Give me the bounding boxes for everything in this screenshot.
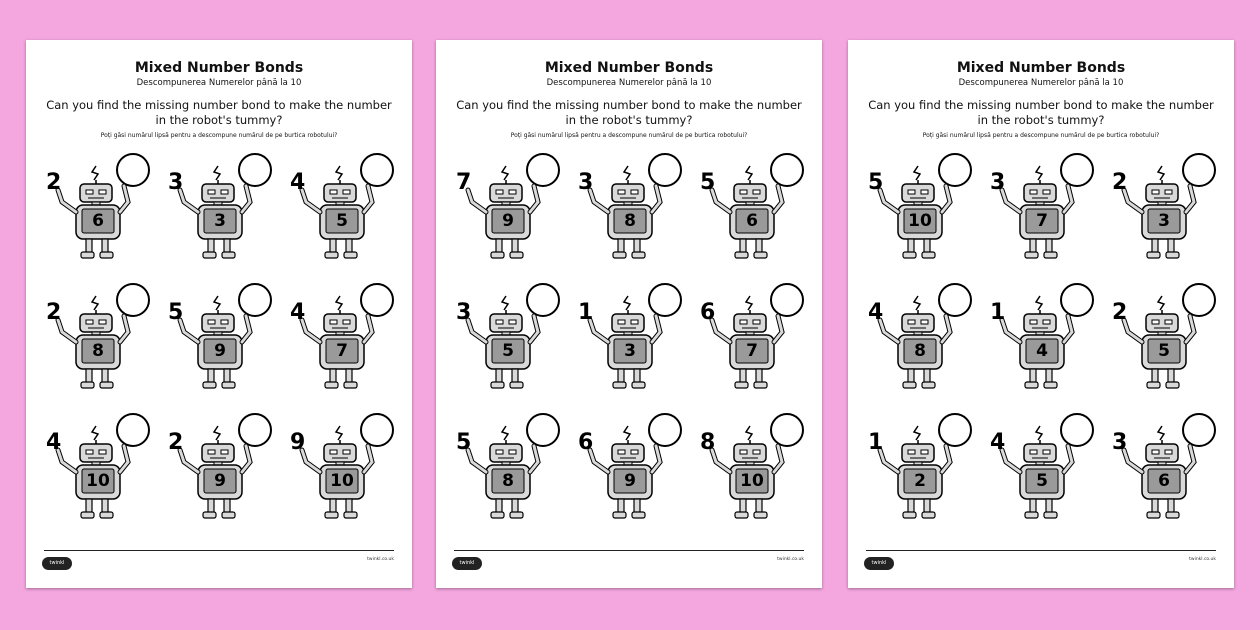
known-number: 5: [168, 300, 184, 325]
known-number: 5: [700, 170, 716, 195]
answer-circle-icon[interactable]: [939, 284, 971, 316]
known-number: 4: [868, 300, 884, 325]
robot-item: [280, 280, 402, 410]
tummy-number: 5: [336, 211, 348, 231]
worksheet-question-ro: Poți găsi numărul lipsă pentru a descompune numărul de pe burtica robotului?: [510, 132, 748, 139]
answer-circle-icon[interactable]: [527, 154, 559, 186]
robot-item: [568, 280, 690, 410]
tummy-number: 9: [624, 471, 636, 491]
tummy-number: 8: [502, 471, 514, 491]
answer-circle-icon[interactable]: [361, 414, 393, 446]
known-number: 4: [290, 170, 306, 195]
known-number: 2: [1112, 170, 1128, 195]
answer-circle-icon[interactable]: [361, 284, 393, 316]
robot-item: [1102, 280, 1224, 410]
answer-circle-icon[interactable]: [649, 414, 681, 446]
robot-item: [568, 410, 690, 540]
answer-circle-icon[interactable]: [1183, 284, 1215, 316]
known-number: 5: [868, 170, 884, 195]
tummy-number: 10: [86, 471, 110, 491]
robot-item: [36, 280, 158, 410]
robot-item: [280, 410, 402, 540]
tummy-number: 3: [624, 341, 636, 361]
robot-grid: [446, 150, 812, 540]
twinkl-logo-icon: twinkl: [42, 557, 72, 570]
worksheet-subtitle: Descompunerea Numerelor până la 10: [136, 78, 302, 88]
robot-item: [568, 150, 690, 280]
robot-item: [858, 280, 980, 410]
known-number: 3: [578, 170, 594, 195]
known-number: 6: [700, 300, 716, 325]
known-number: 2: [46, 170, 62, 195]
twinkl-logo-icon: twinkl: [452, 557, 482, 570]
robot-item: [980, 150, 1102, 280]
robot-item: [858, 410, 980, 540]
answer-circle-icon[interactable]: [117, 154, 149, 186]
twinkl-logo-icon: twinkl: [864, 557, 894, 570]
known-number: 3: [456, 300, 472, 325]
robot-item: [446, 280, 568, 410]
tummy-number: 8: [92, 341, 104, 361]
tummy-number: 5: [502, 341, 514, 361]
known-number: 8: [700, 430, 716, 455]
answer-circle-icon[interactable]: [649, 284, 681, 316]
robot-grid: [858, 150, 1224, 540]
robot-item: [980, 410, 1102, 540]
answer-circle-icon[interactable]: [117, 414, 149, 446]
answer-circle-icon[interactable]: [527, 284, 559, 316]
known-number: 4: [990, 430, 1006, 455]
footer-site: twinkl.co.uk: [367, 557, 394, 562]
known-number: 1: [578, 300, 594, 325]
answer-circle-icon[interactable]: [527, 414, 559, 446]
worksheet-question-ro: Poți găsi numărul lipsă pentru a descompune numărul de pe burtica robotului?: [922, 132, 1160, 139]
worksheet-1: [26, 40, 412, 588]
answer-circle-icon[interactable]: [117, 284, 149, 316]
tummy-number: 7: [1036, 211, 1048, 231]
answer-circle-icon[interactable]: [1061, 414, 1093, 446]
tummy-number: 8: [914, 341, 926, 361]
robot-item: [690, 410, 812, 540]
tummy-number: 2: [914, 471, 926, 491]
answer-circle-icon[interactable]: [939, 154, 971, 186]
robot-item: [690, 150, 812, 280]
tummy-number: 6: [1158, 471, 1170, 491]
answer-circle-icon[interactable]: [1061, 154, 1093, 186]
robot-item: [158, 410, 280, 540]
known-number: 1: [868, 430, 884, 455]
known-number: 3: [990, 170, 1006, 195]
answer-circle-icon[interactable]: [239, 154, 271, 186]
robot-item: [280, 150, 402, 280]
worksheet-title: Mixed Number Bonds: [544, 60, 714, 76]
robot-item: [446, 150, 568, 280]
tummy-number: 6: [746, 211, 758, 231]
tummy-number: 10: [330, 471, 354, 491]
known-number: 9: [290, 430, 306, 455]
robot-item: [1102, 410, 1224, 540]
answer-circle-icon[interactable]: [939, 414, 971, 446]
footer-site: twinkl.co.uk: [1189, 557, 1216, 562]
answer-circle-icon[interactable]: [771, 154, 803, 186]
worksheet-subtitle: Descompunerea Numerelor până la 10: [546, 78, 712, 88]
robot-item: [36, 150, 158, 280]
footer-site: twinkl.co.uk: [777, 557, 804, 562]
tummy-number: 10: [740, 471, 764, 491]
answer-circle-icon[interactable]: [361, 154, 393, 186]
tummy-number: 3: [1158, 211, 1170, 231]
footer-divider: [44, 550, 394, 551]
robot-item: [158, 150, 280, 280]
worksheet-2: [436, 40, 822, 588]
worksheet-question-ro: Poți găsi numărul lipsă pentru a descompune numărul de pe burtica robotului?: [100, 132, 338, 139]
worksheet-subtitle: Descompunerea Numerelor până la 10: [958, 78, 1124, 88]
tummy-number: 10: [908, 211, 932, 231]
known-number: 2: [46, 300, 62, 325]
worksheet-question: Can you find the missing number bond to make the number in the robot's tummy?: [46, 98, 392, 127]
known-number: 2: [1112, 300, 1128, 325]
answer-circle-icon[interactable]: [239, 284, 271, 316]
robot-item: [690, 280, 812, 410]
worksheet-3: [848, 40, 1234, 588]
robot-item: [1102, 150, 1224, 280]
answer-circle-icon[interactable]: [239, 414, 271, 446]
tummy-number: 9: [502, 211, 514, 231]
known-number: 6: [578, 430, 594, 455]
worksheet-question: Can you find the missing number bond to make the number in the robot's tummy?: [456, 98, 802, 127]
robot-item: [446, 410, 568, 540]
tummy-number: 5: [1036, 471, 1048, 491]
tummy-number: 8: [624, 211, 636, 231]
answer-circle-icon[interactable]: [771, 414, 803, 446]
tummy-number: 5: [1158, 341, 1170, 361]
known-number: 4: [290, 300, 306, 325]
footer-divider: [454, 550, 804, 551]
worksheet-question: Can you find the missing number bond to make the number in the robot's tummy?: [868, 98, 1214, 127]
answer-circle-icon[interactable]: [1183, 414, 1215, 446]
worksheet-title: Mixed Number Bonds: [134, 60, 304, 76]
tummy-number: 7: [746, 341, 758, 361]
robot-item: [858, 150, 980, 280]
robot-item: [158, 280, 280, 410]
known-number: 3: [168, 170, 184, 195]
known-number: 2: [168, 430, 184, 455]
tummy-number: 4: [1036, 341, 1048, 361]
known-number: 3: [1112, 430, 1128, 455]
tummy-number: 3: [214, 211, 226, 231]
tummy-number: 6: [92, 211, 104, 231]
answer-circle-icon[interactable]: [1061, 284, 1093, 316]
known-number: 5: [456, 430, 472, 455]
tummy-number: 7: [336, 341, 348, 361]
answer-circle-icon[interactable]: [771, 284, 803, 316]
known-number: 4: [46, 430, 62, 455]
answer-circle-icon[interactable]: [1183, 154, 1215, 186]
worksheet-title: Mixed Number Bonds: [956, 60, 1126, 76]
robot-grid: [36, 150, 402, 540]
tummy-number: 9: [214, 471, 226, 491]
known-number: 7: [456, 170, 472, 195]
tummy-number: 9: [214, 341, 226, 361]
robot-item: [36, 410, 158, 540]
robot-item: [980, 280, 1102, 410]
answer-circle-icon[interactable]: [649, 154, 681, 186]
known-number: 1: [990, 300, 1006, 325]
footer-divider: [866, 550, 1216, 551]
